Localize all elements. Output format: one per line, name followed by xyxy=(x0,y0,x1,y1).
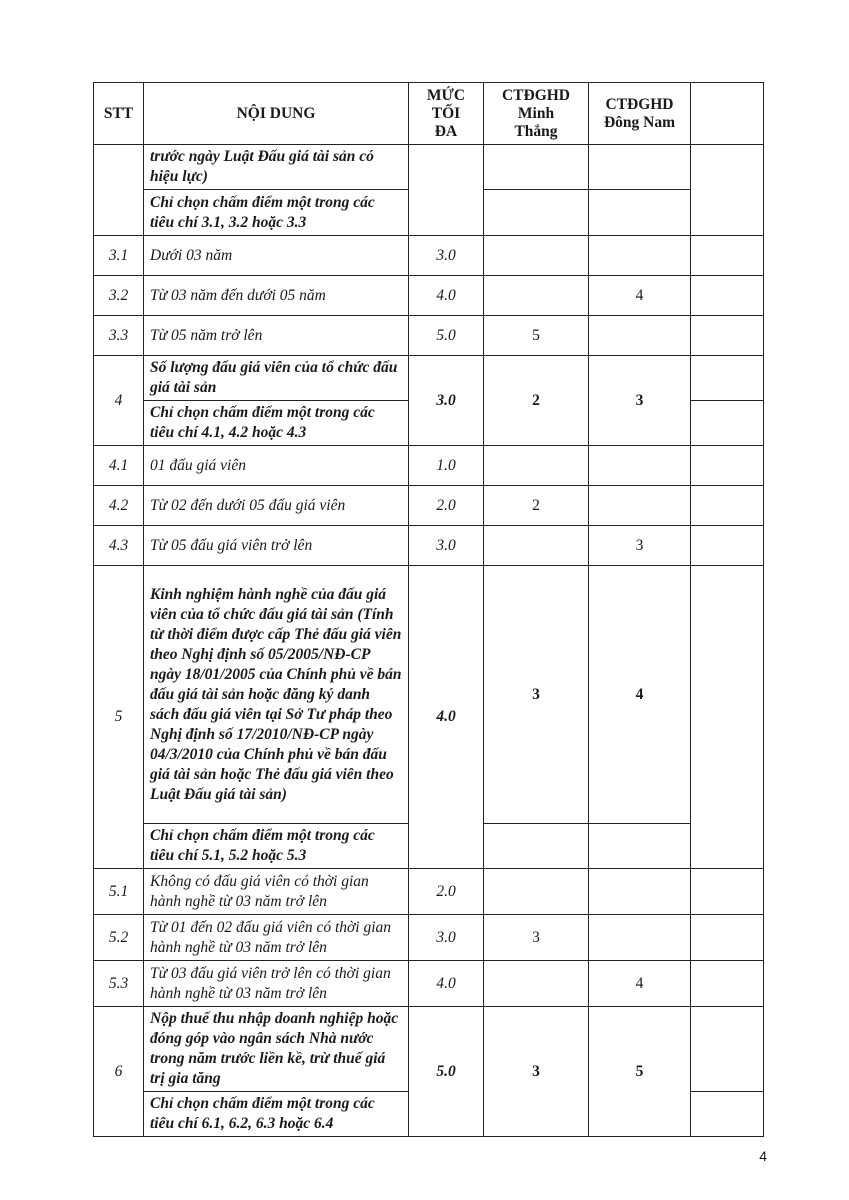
minh-thang-cell xyxy=(484,236,589,276)
content-cell: Nộp thuế thu nhập doanh nghiệp hoặc đóng góp vào ngân sách Nhà nước trong năm trước liền kề, trừ thuế giá trị gia tăng xyxy=(144,1007,409,1092)
minh-thang-cell xyxy=(484,145,589,190)
header-dong-nam xyxy=(589,83,691,145)
table-row xyxy=(94,566,764,824)
minh-thang-cell xyxy=(484,869,589,915)
content-cell: Không có đấu giá viên có thời gian hành nghề từ 03 năm trở lên xyxy=(144,869,409,915)
extra-cell xyxy=(691,356,764,401)
table-row xyxy=(94,961,764,1007)
content-cell: Từ 05 đấu giá viên trở lên xyxy=(144,526,409,566)
extra-cell xyxy=(691,566,764,869)
table-row xyxy=(94,486,764,526)
extra-cell xyxy=(691,869,764,915)
content-cell: Số lượng đấu giá viên của tổ chức đấu giá tài sản xyxy=(144,356,409,401)
header-muc-toi-da-line: ĐA xyxy=(434,122,458,140)
minh-thang-cell xyxy=(484,446,589,486)
stt-cell: 4.3 xyxy=(94,526,144,566)
content-cell: Từ 03 đấu giá viên trở lên có thời gian hành nghề từ 03 năm trở lên xyxy=(144,961,409,1007)
table-row xyxy=(94,869,764,915)
minh-thang-cell xyxy=(484,526,589,566)
minh-thang-cell xyxy=(484,190,589,236)
header-dong-nam-line: Đông Nam xyxy=(603,113,676,131)
dong-nam-cell: 4 xyxy=(589,961,691,1007)
dong-nam-cell: 4 xyxy=(589,276,691,316)
header-extra xyxy=(691,83,764,145)
max-cell: 3.0 xyxy=(409,526,484,566)
header-muc-toi-da-line: MỨC xyxy=(426,86,466,104)
dong-nam-cell: 3 xyxy=(589,526,691,566)
max-cell xyxy=(409,145,484,236)
extra-cell xyxy=(691,1007,764,1092)
stt-cell: 3.3 xyxy=(94,316,144,356)
dong-nam-cell xyxy=(589,869,691,915)
scoring-table xyxy=(93,82,764,1137)
table-row xyxy=(94,316,764,356)
extra-cell xyxy=(691,276,764,316)
max-cell: 4.0 xyxy=(409,276,484,316)
dong-nam-cell xyxy=(589,915,691,961)
table-row xyxy=(94,1007,764,1092)
content-cell: Chỉ chọn chấm điểm một trong các tiêu chí 3.1, 3.2 hoặc 3.3 xyxy=(144,190,409,236)
stt-cell: 5.3 xyxy=(94,961,144,1007)
minh-thang-cell: 3 xyxy=(484,915,589,961)
extra-cell xyxy=(691,145,764,236)
minh-thang-cell: 2 xyxy=(484,486,589,526)
header-minh-thang xyxy=(484,83,589,145)
dong-nam-cell xyxy=(589,446,691,486)
stt-cell: 6 xyxy=(94,1007,144,1137)
extra-cell xyxy=(691,236,764,276)
extra-cell xyxy=(691,915,764,961)
max-cell: 2.0 xyxy=(409,486,484,526)
header-minh-thang-line: Minh xyxy=(517,104,555,122)
max-cell: 4.0 xyxy=(409,961,484,1007)
table-row xyxy=(94,915,764,961)
table-row xyxy=(94,446,764,486)
max-cell: 3.0 xyxy=(409,356,484,446)
header-minh-thang-line: Thắng xyxy=(514,122,558,140)
extra-cell xyxy=(691,1092,764,1137)
minh-thang-cell xyxy=(484,276,589,316)
header-row xyxy=(94,83,764,145)
stt-cell: 3.2 xyxy=(94,276,144,316)
dong-nam-cell xyxy=(589,236,691,276)
minh-thang-cell: 3 xyxy=(484,1007,589,1137)
extra-cell xyxy=(691,446,764,486)
dong-nam-cell xyxy=(589,190,691,236)
dong-nam-cell xyxy=(589,316,691,356)
dong-nam-cell: 4 xyxy=(589,566,691,824)
content-cell: Kinh nghiệm hành nghề của đấu giá viên của tổ chức đấu giá tài sản (Tính từ thời điểm được cấp Thẻ đấu giá viên theo Nghị định số 05/2005/NĐ-CP ngày 18/01/2005 của Chính phủ về bán đấu giá tài sản hoặc đăng ký danh sách đấu giá viên tại Sở Tư pháp theo Nghị định số 17/2010/NĐ-CP ngày 04/3/2010 của Chính phủ về bán đấu giá tài sản hoặc Thẻ đấu giá viên theo Luật Đấu giá tài sản) xyxy=(144,566,409,824)
header-noi-dung: NỘI DUNG xyxy=(144,83,409,145)
dong-nam-cell xyxy=(589,824,691,869)
table-row xyxy=(94,276,764,316)
page-number: 4 xyxy=(759,1148,767,1164)
stt-cell: 3.1 xyxy=(94,236,144,276)
header-dong-nam-line: CTĐGHD xyxy=(605,95,674,113)
max-cell: 4.0 xyxy=(409,566,484,869)
content-cell: Từ 05 năm trở lên xyxy=(144,316,409,356)
table-row xyxy=(94,236,764,276)
table-row xyxy=(94,356,764,401)
stt-cell: 5.1 xyxy=(94,869,144,915)
extra-cell xyxy=(691,526,764,566)
content-cell: Từ 03 năm đến dưới 05 năm xyxy=(144,276,409,316)
stt-cell: 5 xyxy=(94,566,144,869)
minh-thang-cell xyxy=(484,824,589,869)
max-cell: 5.0 xyxy=(409,1007,484,1137)
header-muc-toi-da xyxy=(409,83,484,145)
table-row xyxy=(94,145,764,190)
minh-thang-cell: 3 xyxy=(484,566,589,824)
stt-cell: 5.2 xyxy=(94,915,144,961)
dong-nam-cell: 5 xyxy=(589,1007,691,1137)
content-cell: Chỉ chọn chấm điểm một trong các tiêu chí 6.1, 6.2, 6.3 hoặc 6.4 xyxy=(144,1092,409,1137)
minh-thang-cell xyxy=(484,961,589,1007)
max-cell: 5.0 xyxy=(409,316,484,356)
max-cell: 1.0 xyxy=(409,446,484,486)
dong-nam-cell xyxy=(589,145,691,190)
table-row xyxy=(94,526,764,566)
content-cell: Dưới 03 năm xyxy=(144,236,409,276)
stt-cell: 4 xyxy=(94,356,144,446)
max-cell: 2.0 xyxy=(409,869,484,915)
content-cell: trước ngày Luật Đấu giá tài sản có hiệu lực) xyxy=(144,145,409,190)
stt-cell xyxy=(94,145,144,236)
extra-cell xyxy=(691,961,764,1007)
content-cell: Từ 01 đến 02 đấu giá viên có thời gian hành nghề từ 03 năm trở lên xyxy=(144,915,409,961)
dong-nam-cell: 3 xyxy=(589,356,691,446)
stt-cell: 4.2 xyxy=(94,486,144,526)
content-cell: Chỉ chọn chấm điểm một trong các tiêu chí 4.1, 4.2 hoặc 4.3 xyxy=(144,401,409,446)
header-stt: STT xyxy=(94,83,144,145)
max-cell: 3.0 xyxy=(409,915,484,961)
header-minh-thang-line: CTĐGHD xyxy=(501,86,571,104)
max-cell: 3.0 xyxy=(409,236,484,276)
stt-cell: 4.1 xyxy=(94,446,144,486)
extra-cell xyxy=(691,401,764,446)
content-cell: Từ 02 đến dưới 05 đấu giá viên xyxy=(144,486,409,526)
minh-thang-cell: 2 xyxy=(484,356,589,446)
header-muc-toi-da-line: TỐI xyxy=(431,104,461,122)
minh-thang-cell: 5 xyxy=(484,316,589,356)
extra-cell xyxy=(691,316,764,356)
dong-nam-cell xyxy=(589,486,691,526)
extra-cell xyxy=(691,486,764,526)
content-cell: 01 đấu giá viên xyxy=(144,446,409,486)
content-cell: Chỉ chọn chấm điểm một trong các tiêu chí 5.1, 5.2 hoặc 5.3 xyxy=(144,824,409,869)
